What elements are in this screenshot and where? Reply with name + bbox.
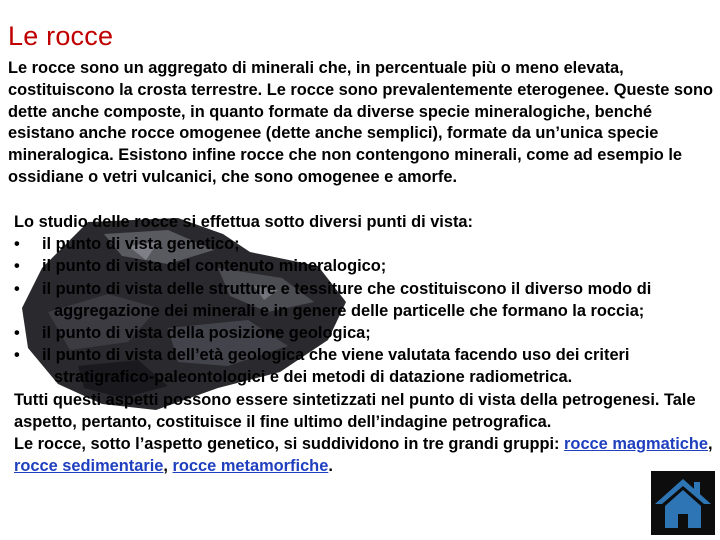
list-item-text: il punto di vista del contenuto mineralogico; (42, 257, 387, 276)
summary-text: Tutti questi aspetti possono essere sintetizzati nel punto di vista della petrogenesi. Tale aspetto, pertanto, costituisce il fine ultimo dell’indagine petrografica. (14, 390, 696, 431)
list-item-continuation: aggregazione dei minerali e in genere delle particelle che formano la roccia; (54, 301, 645, 320)
bullet-glyph: • (14, 279, 20, 298)
groups-paragraph (14, 433, 714, 477)
list-item (14, 255, 714, 277)
home-button[interactable] (651, 471, 715, 535)
bullet-glyph: • (14, 346, 20, 365)
study-intro: Lo studio delle rocce si effettua sotto diversi punti di vista: (14, 213, 474, 231)
groups-intro: Le rocce, sotto l’aspetto genetico, si suddividono in tre grandi gruppi: (14, 435, 565, 454)
list-item (14, 233, 714, 255)
bullet-glyph: • (14, 235, 20, 254)
bullet-glyph: • (14, 257, 20, 276)
link-rocce-magmatiche[interactable]: rocce magmatiche (564, 435, 708, 454)
link-rocce-sedimentarie[interactable]: rocce sedimentarie (14, 457, 164, 476)
separator: , (163, 457, 173, 476)
period: . (328, 457, 333, 476)
separator: , (708, 435, 713, 454)
list-item (14, 344, 714, 388)
slide-title: Le rocce (8, 21, 114, 52)
list-item (14, 322, 714, 344)
list-item-text: il punto di vista della posizione geologica; (42, 324, 371, 343)
list-item-text: il punto di vista genetico; (42, 235, 240, 254)
bullet-glyph: • (14, 324, 20, 343)
intro-paragraph (8, 58, 714, 189)
list-item-continuation: stratigrafico-paleontologici e dei metodi di datazione radiometrica. (54, 368, 573, 387)
study-section (14, 211, 714, 477)
link-rocce-metamorfiche[interactable]: rocce metamorfiche (172, 457, 329, 476)
list-item (14, 278, 714, 322)
viewpoint-list (14, 233, 714, 388)
list-item-text: il punto di vista delle strutture e tessiture che costituiscono il diverso modo di (42, 279, 652, 298)
list-item-text: il punto di vista dell’età geologica che viene valutata facendo uso dei criteri (42, 346, 630, 365)
home-icon (651, 471, 715, 535)
intro-text: Le rocce sono un aggregato di minerali che, in percentuale più o meno elevata, costituiscono la crosta terrestre. Le rocce sono prevalentemente eterogenee. Queste sono dette anche composte, in quanto formate da diverse specie mineralogiche, benché esistano anche rocce omogenee (dette anche semplici), formate da un’unica specie mineralogica. Esistono infine rocce che non contengono minerali, come ad esempio le ossidiane o vetri vulcanici, che sono omogenee e amorfe. (8, 59, 714, 186)
